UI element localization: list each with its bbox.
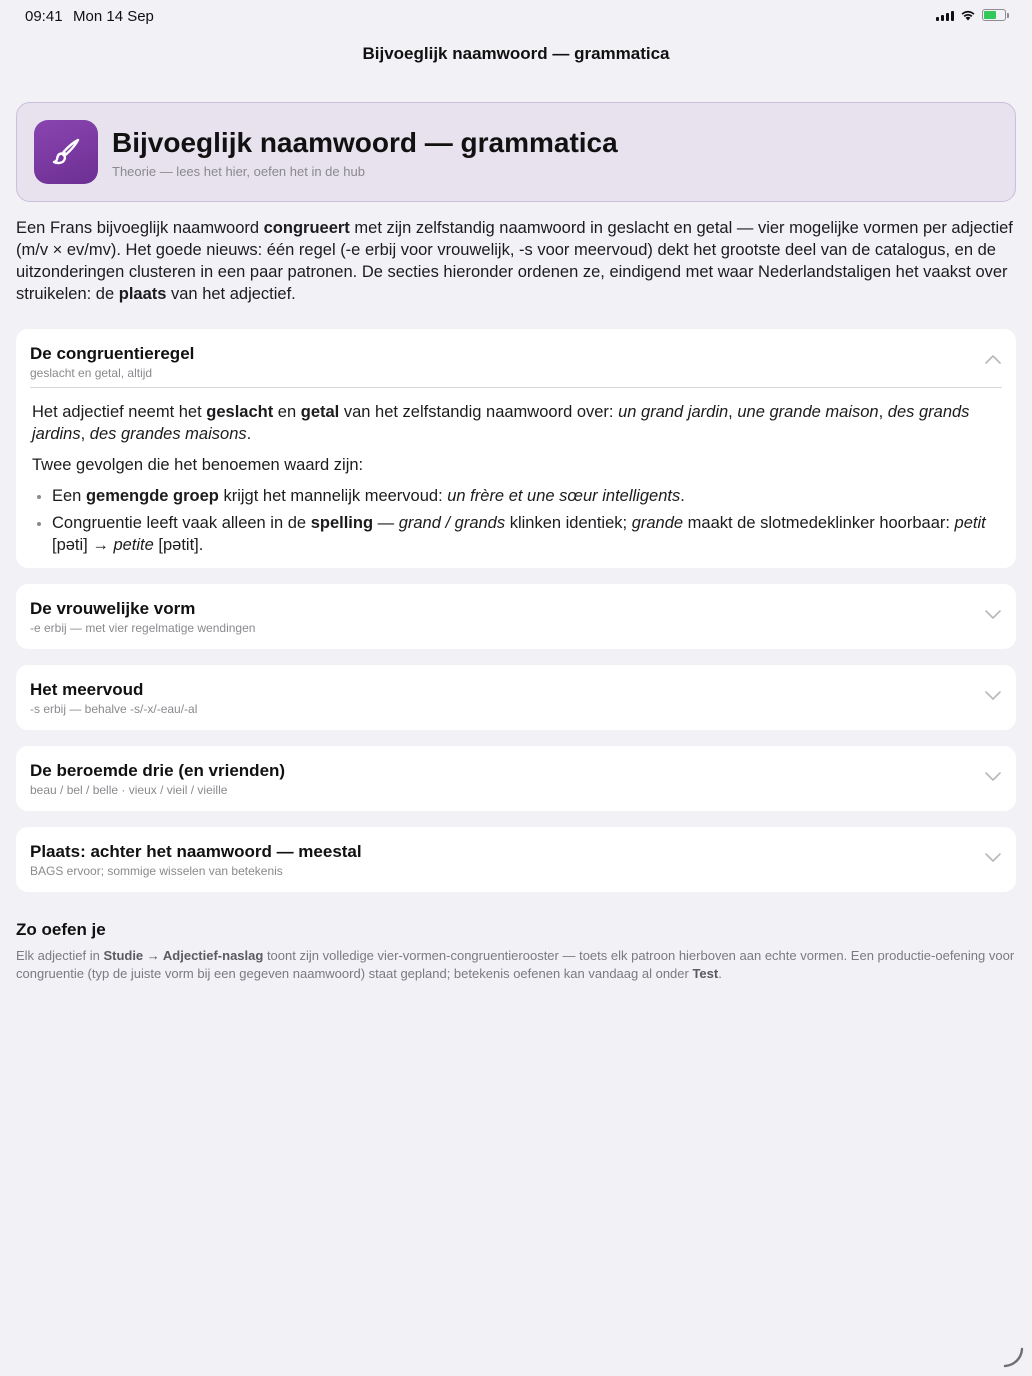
window-resize-handle[interactable] bbox=[1002, 1346, 1026, 1370]
practice-emphasis: Studie → Adjectief-naslag bbox=[103, 948, 264, 963]
section-congruentieregel bbox=[16, 329, 1016, 568]
page-title: Bijvoeglijk naamwoord — grammatica bbox=[112, 127, 618, 158]
body-paragraph: Het adjectief neemt het geslacht en getal van het zelfstandig naamwoord over: un grand jardin, une grande maison, des grands jardins, des grandes maisons. bbox=[32, 403, 970, 443]
intro-paragraph bbox=[16, 217, 1016, 305]
practice-emphasis: Test bbox=[692, 966, 719, 981]
section-title: De vrouwelijke vorm bbox=[30, 599, 196, 618]
header-card bbox=[16, 102, 1016, 202]
section-plaats[interactable] bbox=[16, 827, 1016, 892]
chevron-down-icon bbox=[984, 851, 1002, 863]
intro-text: van het adjectief. bbox=[166, 285, 296, 303]
status-bar bbox=[0, 0, 1032, 32]
status-time: 09:41 bbox=[25, 8, 63, 25]
section-meervoud[interactable] bbox=[16, 665, 1016, 730]
section-subtitle: -e erbij — met vier regelmatige wendingen bbox=[30, 621, 256, 635]
chevron-down-icon bbox=[984, 770, 1002, 782]
app-icon bbox=[34, 120, 98, 184]
section-subtitle: geslacht en getal, altijd bbox=[30, 366, 153, 380]
bullet-icon bbox=[37, 495, 41, 499]
nav-title: Bijvoeglijk naamwoord — grammatica bbox=[362, 44, 670, 63]
battery-charging-icon bbox=[982, 9, 1006, 21]
section-subtitle: -s erbij — behalve -s/-x/-eau/-al bbox=[30, 702, 198, 716]
chevron-down-icon bbox=[984, 608, 1002, 620]
section-title: Plaats: achter het naamwoord — meestal bbox=[30, 842, 362, 861]
intro-emphasis: congrueert bbox=[263, 219, 350, 237]
practice-text-part: Elk adjectief in bbox=[16, 948, 104, 963]
practice-text bbox=[16, 947, 1016, 983]
status-date: Mon 14 Sep bbox=[73, 8, 154, 25]
section-title: De congruentieregel bbox=[30, 344, 195, 363]
intro-text: met zijn zelfstandig naamwoord in geslacht en getal — vier mogelijke vormen per adjectief (m/v × ev/mv). Het goede nieuws: één regel (-e erbij voor vrouwelijk, -s voor meervoud) dekt het grootste deel van de catalogus, en de uitzonderingen clusteren in een paar patronen. De secties hieronder ordenen ze, eindigend met waar Nederlandstaligen het vaakst over struikelen: de bbox=[16, 219, 1013, 303]
bullet-icon bbox=[37, 522, 41, 526]
cellular-signal-icon bbox=[936, 10, 954, 21]
bullet-item: Congruentie leeft vaak alleen in de spelling — grand / grands klinken identiek; grande maakt de slotmedeklinker hoorbaar: petit [pəti] → petite [pətit]. bbox=[32, 512, 994, 556]
section-beroemde-drie[interactable] bbox=[16, 746, 1016, 811]
bullet-list bbox=[32, 485, 994, 556]
page-subtitle: Theorie — lees het hier, oefen het in de hub bbox=[112, 164, 365, 179]
practice-title: Zo oefen je bbox=[16, 920, 106, 939]
section-divider bbox=[30, 387, 1002, 388]
wifi-icon bbox=[960, 9, 976, 21]
chevron-down-icon bbox=[984, 689, 1002, 701]
section-subtitle: beau / bel / belle · vieux / vieil / vieille bbox=[30, 783, 228, 797]
practice-text-part: toont zijn volledige vier-vormen-congruentierooster — toets elk patroon hierboven aan echte vormen. Een productie-oefening voor congruentie (typ de juiste vorm bij een gegeven naamwoord) staat gepland; betekenis oefenen kan vandaag al onder bbox=[16, 948, 1015, 981]
section-subtitle: BAGS ervoor; sommige wisselen van betekenis bbox=[30, 864, 283, 878]
section-vrouwelijke-vorm[interactable] bbox=[16, 584, 1016, 649]
section-header[interactable] bbox=[16, 329, 1016, 387]
body-paragraph: Twee gevolgen die het benoemen waard zijn: bbox=[32, 456, 364, 474]
intro-text: Een Frans bijvoeglijk naamwoord bbox=[16, 219, 264, 237]
chevron-up-icon bbox=[984, 353, 1002, 365]
practice-text-part: . bbox=[718, 966, 722, 981]
section-title: De beroemde drie (en vrienden) bbox=[30, 761, 286, 780]
section-title: Het meervoud bbox=[30, 680, 144, 699]
section-body bbox=[32, 401, 994, 561]
bullet-item: Een gemengde groep krijgt het mannelijk meervoud: un frère et une sœur intelligents. bbox=[32, 485, 994, 507]
intro-emphasis: plaats bbox=[118, 285, 167, 303]
paintbrush-icon bbox=[48, 134, 84, 170]
status-icons bbox=[936, 9, 1006, 21]
